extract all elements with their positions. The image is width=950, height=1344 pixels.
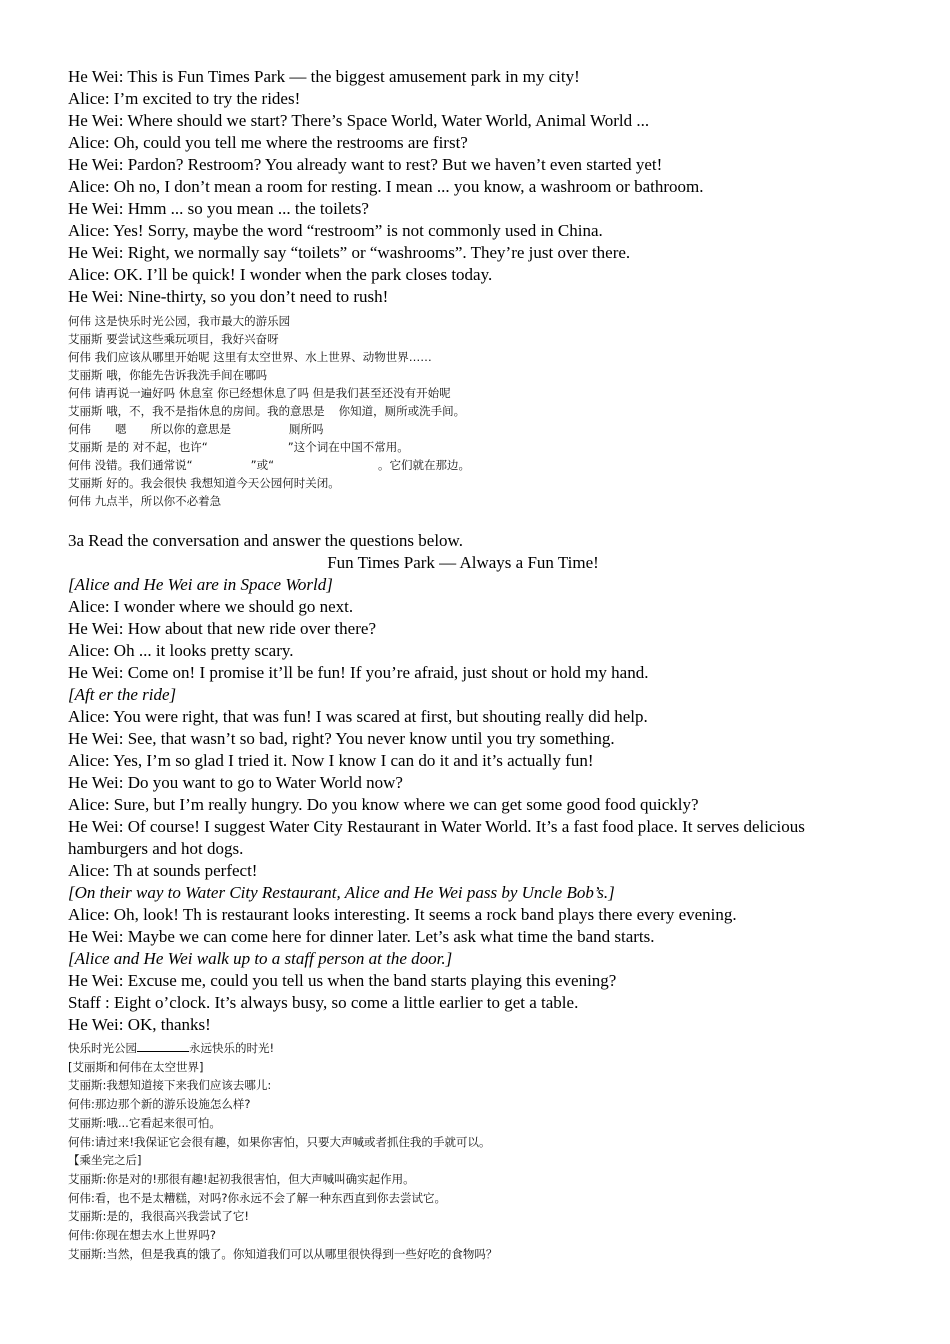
dialogue-line: He Wei: Pardon? Restroom? You already want to rest? But we haven’t even started yet! <box>68 155 663 174</box>
dialogue-line: He Wei: Maybe we can come here for dinner later. Let’s ask what time the band starts. <box>68 927 655 946</box>
translation-line: 何伟:请过来!我保证它会很有趣，如果你害怕，只要大声喊或者抓住我的手就可以。 <box>68 1134 491 1149</box>
dialogue-line: He Wei: Hmm ... so you mean ... the toilets? <box>68 199 369 218</box>
translation-line: 【乘坐完之后] <box>68 1153 142 1168</box>
document-page <box>68 66 858 1263</box>
dialogue-line: Alice: OK. I’ll be quick! I wonder when the park closes today. <box>68 265 493 284</box>
translation-line: 何伟:看，也不是太糟糕，对吗?你永远不会了解一种东西直到你去尝试它。 <box>68 1190 446 1205</box>
dialogue-line: Alice: Yes, I’m so glad I tried it. Now I know I can do it and it’s actually fun! <box>68 751 594 770</box>
dialogue-line: He Wei: Where should we start? There’s Space World, Water World, Animal World ... <box>68 111 650 130</box>
translation-line: 艾丽斯 好的。我会很快 我想知道今天公园何时关闭。 <box>68 476 340 490</box>
section-instruction: 3a Read the conversation and answer the questions below. <box>68 531 463 550</box>
dialogue-line: He Wei: Nine-thirty, so you don’t need to rush! <box>68 287 389 306</box>
translation-line: 何伟 请再说一遍好吗 休息室 你已经想休息了吗 但是我们甚至还没有开始呢 <box>68 386 451 400</box>
dialogue-line: He Wei: Excuse me, could you tell us when the band starts playing this evening? <box>68 971 617 990</box>
dialogue-line: He Wei: Right, we normally say “toilets” or “washrooms”. They’re just over there. <box>68 243 631 262</box>
dialogue-line: Alice: I’m excited to try the rides! <box>68 89 301 108</box>
translation-segment: ”这个词在中国不常用。 <box>287 440 409 454</box>
dialogue-fun-times-park <box>68 574 858 1036</box>
dialogue-line: Alice: Oh, look! Th is restaurant looks interesting. It seems a rock band plays there every evening. <box>68 905 737 924</box>
dialogue-line: He Wei: How about that new ride over there? <box>68 619 376 638</box>
section-title: Fun Times Park — Always a Fun Time! <box>327 553 599 572</box>
dialogue-line: Alice: Oh no, I don’t mean a room for resting. I mean ... you know, a washroom or bathroom. <box>68 177 704 196</box>
stage-direction: [Alice and He Wei walk up to a staff person at the door.] <box>68 949 453 968</box>
translation-segment: 厕所吗 <box>289 422 324 436</box>
translation-restroom <box>68 312 858 510</box>
translation-line: 何伟 这是快乐时光公园，我市最大的游乐园 <box>68 314 291 328</box>
translation-segment: 何伟 <box>68 422 91 436</box>
translation-segment: 何伟 没错。我们通常说“ <box>68 458 193 472</box>
dialogue-line: He Wei: See, that wasn’t so bad, right? You never know until you try something. <box>68 729 615 748</box>
dialogue-line: He Wei: This is Fun Times Park — the biggest amusement park in my city! <box>68 67 580 86</box>
fill-blank <box>137 1039 189 1052</box>
stage-direction: [Aft er the ride] <box>68 685 177 704</box>
dialogue-line: He Wei: Do you want to go to Water World now? <box>68 773 403 792</box>
translation-segment: 快乐时光公园 <box>68 1041 137 1055</box>
translation-segment: 艾丽斯 哦，不，我不是指休息的房间。我的意思是 <box>68 404 325 418</box>
dialogue-line: He Wei: Come on! I promise it’ll be fun! If you’re afraid, just shout or hold my hand. <box>68 663 649 682</box>
translation-segment: ”或“ <box>250 458 275 472</box>
translation-segment: 艾丽斯 是的 对不起，也许“ <box>68 440 208 454</box>
translation-line: 艾丽斯:是的，我很高兴我尝试了它! <box>68 1209 249 1224</box>
dialogue-line: He Wei: OK, thanks! <box>68 1015 211 1034</box>
stage-direction: [Alice and He Wei are in Space World] <box>68 575 333 594</box>
dialogue-line: Alice: Sure, but I’m really hungry. Do you know where we can get some good food quickly? <box>68 795 699 814</box>
dialogue-line: Alice: I wonder where we should go next. <box>68 597 354 616</box>
dialogue-line: Alice: Yes! Sorry, maybe the word “restroom” is not commonly used in China. <box>68 221 603 240</box>
dialogue-line: Alice: Th at sounds perfect! <box>68 861 258 880</box>
dialogue-line: Alice: Oh ... it looks pretty scary. <box>68 641 294 660</box>
translation-segment: 嗯 <box>115 422 127 436</box>
dialogue-line: Alice: Oh, could you tell me where the restrooms are first? <box>68 133 468 152</box>
stage-direction: [On their way to Water City Restaurant, Alice and He Wei pass by Uncle Bob’s.] <box>68 883 615 902</box>
translation-line <box>68 420 858 438</box>
dialogue-restroom <box>68 66 858 308</box>
translation-segment: 所以你的意思是 <box>150 422 231 436</box>
translation-line: 何伟 我们应该从哪里开始呢 这里有太空世界、水上世界、动物世界…… <box>68 350 432 364</box>
translation-line <box>68 1039 858 1058</box>
translation-line: 艾丽斯:哦...它看起来很可怕。 <box>68 1115 221 1130</box>
translation-line: 艾丽斯 要尝试这些乘玩项目，我好兴奋呀 <box>68 332 279 346</box>
dialogue-line: Staff : Eight o’clock. It’s always busy, so come a little earlier to get a table. <box>68 993 579 1012</box>
translation-segment: 。它们就在那边。 <box>378 458 471 472</box>
translation-line <box>68 402 858 420</box>
translation-line: [艾丽斯和何伟在太空世界] <box>68 1059 204 1074</box>
dialogue-line: He Wei: Of course! I suggest Water City Restaurant in Water World. It’s a fast food place. It serves delicious hamburgers and hot dogs. <box>68 817 805 858</box>
translation-line <box>68 438 858 456</box>
translation-fun-times-park <box>68 1039 858 1263</box>
translation-line: 何伟:那边那个新的游乐设施怎么样? <box>68 1097 251 1112</box>
translation-line <box>68 456 858 474</box>
translation-line: 何伟 九点半，所以你不必着急 <box>68 494 222 508</box>
translation-line: 何伟:你现在想去水上世界吗? <box>68 1228 216 1243</box>
dialogue-line: Alice: You were right, that was fun! I was scared at first, but shouting really did help. <box>68 707 648 726</box>
translation-line: 艾丽斯:当然，但是我真的饿了。你知道我们可以从哪里很快得到一些好吃的食物吗？ <box>68 1246 498 1261</box>
translation-segment: 永远快乐的时光! <box>189 1041 275 1055</box>
translation-line: 艾丽斯:我想知道接下来我们应该去哪儿: <box>68 1078 272 1093</box>
translation-line: 艾丽斯 哦，你能先告诉我洗手间在哪吗 <box>68 368 268 382</box>
translation-segment: 你知道，厕所或洗手间。 <box>338 404 466 418</box>
translation-line: 艾丽斯:你是对的!那很有趣!起初我很害怕，但大声喊叫确实起作用。 <box>68 1171 415 1186</box>
